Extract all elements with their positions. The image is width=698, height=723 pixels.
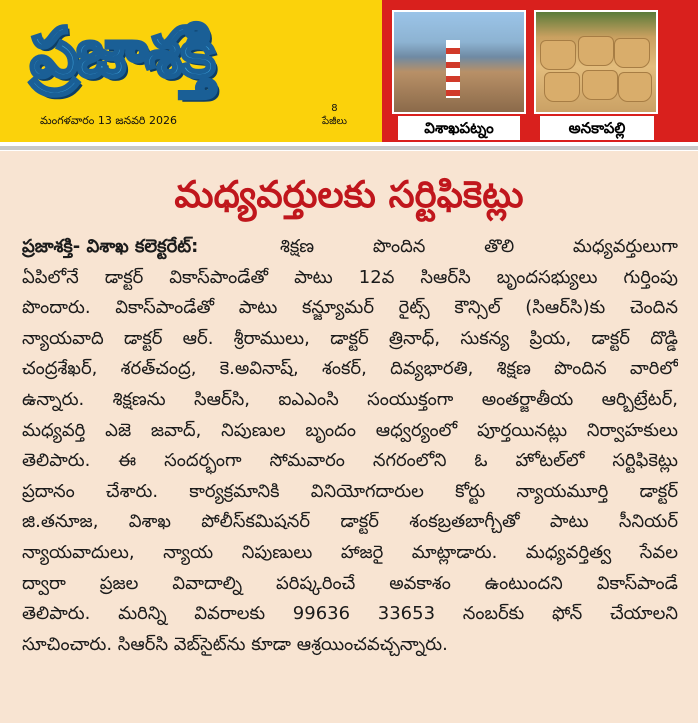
photo-caption-visakhapatnam: విశాఖపట్నం xyxy=(398,116,520,140)
article-line: తెలిపారు. మరిన్ని వివరాలకు 99636 33653 నంబర్‌కు ఫోన్ చేయాలని xyxy=(22,603,678,625)
jaggery-basket-image xyxy=(614,38,650,68)
article-headline: మధ్యవర్తులకు సర్టిఫికెట్లు xyxy=(174,173,524,216)
jaggery-basket-image xyxy=(578,36,614,66)
article-line: ఏపిలోనే డాక్టర్ వికాస్‌పాండేతో పాటు 12వ సిఆర్‌సి బృందసభ్యులు గుర్తింపు xyxy=(22,266,678,288)
jaggery-basket-image xyxy=(618,72,652,102)
jaggery-basket-image xyxy=(540,40,576,70)
page-count-number: 8 xyxy=(331,103,338,114)
jaggery-basket-image xyxy=(544,72,580,102)
page-count-label: పేజీలు xyxy=(322,116,347,127)
jaggery-basket-image xyxy=(582,70,618,100)
article-line: మధ్యవర్తి ఎజె జవాద్, నిపుణుల బృందం ఆధ్వర్యంలో పూర్తయినట్లు నిర్వాహకులు xyxy=(22,419,678,441)
edition-date: మంగళవారం 13 జనవరి 2026 xyxy=(40,114,177,127)
masthead-divider-highlight xyxy=(0,150,698,151)
photo-caption-anakapalli: అనకాపల్లి xyxy=(540,116,654,140)
article-line: న్యాయవాదులు, న్యాయ నిపుణులు హాజరై మాట్లాడారు. మధ్యవర్తిత్వ సేవల xyxy=(22,541,678,563)
newspaper-logo: ప్రజాశక్తి xyxy=(30,14,214,93)
newspaper-masthead xyxy=(0,0,698,148)
article-line: ఉన్నారు. శిక్షణను సిఆర్‌సి, ఐఎఎంసి సంయుక్తంగా అంతర్జాతీయ ఆర్బిట్రేటర్, xyxy=(22,388,678,410)
lighthouse-image xyxy=(446,40,460,98)
article-line: సూచించారు. సిఆర్‌సి వెబ్‌సైట్‌ను కూడా ఆశ్రయించవచ్చన్నారు. xyxy=(22,633,448,655)
article-line: పొందారు. వికాస్‌పాండేతో పాటు కన్జ్యూమర్ రైట్స్ కౌన్సిల్ (సిఆర్‌సి)కు చెందిన xyxy=(22,297,678,319)
article-line xyxy=(22,232,678,263)
article-line: ద్వారా ప్రజల వివాదాల్ని పరిష్కరించే అవకాశం ఉంటుందని వికాస్‌పాండే xyxy=(22,572,678,594)
article-body xyxy=(22,232,678,660)
article-line-text: శిక్షణ పొందిన తొలి మధ్యవర్తులుగా xyxy=(280,236,678,257)
article-line: తెలిపారు. ఈ సందర్భంగా సోమవారం నగరంలోని ఓ హోటల్‌లో సర్టిఫికెట్లు xyxy=(22,450,678,472)
article-dateline: ప్రజాశక్తి- విశాఖ కలెక్టరేట్: xyxy=(22,236,199,257)
page-count xyxy=(322,102,347,128)
article-line: న్యాయవాది డాక్టర్ ఆర్. శ్రీరాములు, డాక్టర్ త్రినాధ్, సుకన్య ప్రియ, డాక్టర్ దొడ్డి xyxy=(22,327,678,349)
article-line: జి.తనూజ, విశాఖ పోలీస్‌కమిషనర్ డాక్టర్ శంకబ్రతబాగ్చీతో పాటు సీనియర్ xyxy=(22,511,678,533)
article-line: చంద్రశేఖర్, శరత్‌చంద్ర, కె.అవినాష్, శంకర్, దివ్యభారతి, శిక్షణ పొందిన వారిలో xyxy=(22,358,678,380)
article-line: ప్రదానం చేశారు. కార్యక్రమానికి వినియోగదారుల కోర్టు న్యాయమూర్తి డాక్టర్ xyxy=(22,480,678,502)
masthead-logo-band xyxy=(0,0,382,142)
